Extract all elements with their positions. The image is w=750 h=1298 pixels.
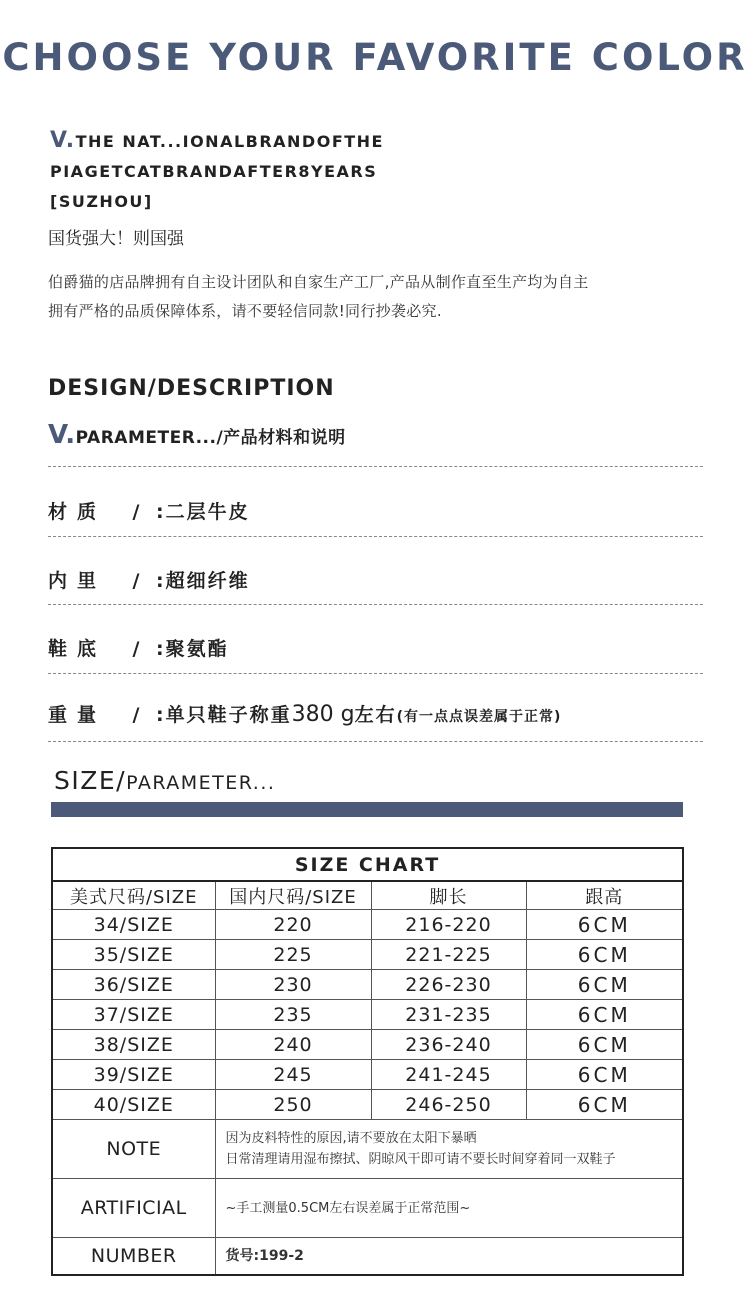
cell-us-size: 37/SIZE (52, 1000, 215, 1030)
intro-line-2: 拥有严格的品质保障体系，请不要轻信同款!同行抄袭必究. (48, 302, 442, 320)
cell-heel-height: 6CM (526, 1000, 683, 1030)
cell-foot-length: 221-225 (371, 940, 526, 970)
slogan: 国货强大！则国强 (48, 229, 184, 249)
divider (48, 466, 703, 467)
cell-foot-length: 236-240 (371, 1030, 526, 1060)
cell-heel-height: 6CM (526, 1060, 683, 1090)
size-chart-table (51, 847, 684, 1276)
size-heading-small: PARAMETER... (126, 772, 276, 794)
size-chart-header-row (52, 881, 683, 910)
divider (48, 673, 703, 674)
spec-slash: / (132, 638, 142, 660)
header-heel-height: 跟高 (526, 881, 683, 910)
cell-heel-height: 6CM (526, 1030, 683, 1060)
accent-bar (51, 802, 683, 817)
spec-value: :超细纤维 (156, 570, 250, 592)
spec-lining (48, 566, 250, 593)
number-row (52, 1238, 683, 1276)
cell-cn-size: 240 (215, 1030, 371, 1060)
cell-cn-size: 230 (215, 970, 371, 1000)
cell-us-size: 40/SIZE (52, 1090, 215, 1120)
design-title: DESIGN/DESCRIPTION (48, 376, 335, 401)
number-label: NUMBER (52, 1238, 215, 1276)
spec-slash: / (132, 501, 142, 523)
spec-weight-note: (有一点点误差属于正常) (396, 709, 562, 725)
table-row (52, 1000, 683, 1030)
cell-foot-length: 226-230 (371, 970, 526, 1000)
cell-foot-length: 241-245 (371, 1060, 526, 1090)
intro-paragraph (48, 268, 708, 326)
note-line-1: 因为皮料特性的原因,请不要放在太阳下暴晒 (225, 1131, 477, 1146)
spec-label: 鞋底 (48, 638, 107, 660)
note-text (215, 1120, 683, 1179)
brand-line-1: THE NAT...IONALBRANDOFTHE (75, 132, 384, 151)
brand-v-mark: V. (50, 128, 76, 153)
table-row (52, 970, 683, 1000)
brand-statement (50, 126, 384, 217)
spec-slash: / (132, 570, 142, 592)
cell-foot-length: 231-235 (371, 1000, 526, 1030)
note-line-2: 日常清理请用湿布擦拭、阴晾风干即可请不要长时间穿着同一双鞋子 (225, 1152, 616, 1167)
cell-heel-height: 6CM (526, 910, 683, 940)
brand-line-3: [SUZHOU] (50, 192, 153, 211)
parameter-v-mark: V. (48, 420, 76, 450)
table-row (52, 1030, 683, 1060)
cell-cn-size: 245 (215, 1060, 371, 1090)
spec-weight-number: 380 g (291, 702, 355, 727)
cell-us-size: 36/SIZE (52, 970, 215, 1000)
cell-cn-size: 250 (215, 1090, 371, 1120)
header-foot-length: 脚长 (371, 881, 526, 910)
cell-us-size: 38/SIZE (52, 1030, 215, 1060)
spec-sole (48, 634, 229, 661)
table-row (52, 1090, 683, 1120)
spec-value: :聚氨酯 (156, 638, 229, 660)
divider (48, 536, 703, 537)
cell-cn-size: 225 (215, 940, 371, 970)
cell-heel-height: 6CM (526, 940, 683, 970)
spec-label: 重量 (48, 704, 107, 726)
spec-value: :单只鞋子称重 (156, 704, 292, 726)
intro-line-1: 伯爵猫的店品牌拥有自主设计团队和自家生产工厂,产品从制作直至生产均为自主 (48, 273, 589, 291)
artificial-label: ARTIFICIAL (52, 1179, 215, 1238)
table-row (52, 940, 683, 970)
header-cn-size: 国内尺码/SIZE (215, 881, 371, 910)
note-row (52, 1120, 683, 1179)
parameter-heading (48, 420, 346, 450)
cell-heel-height: 6CM (526, 970, 683, 1000)
size-chart-title: SIZE CHART (52, 848, 683, 881)
cell-us-size: 39/SIZE (52, 1060, 215, 1090)
divider (48, 604, 703, 605)
spec-slash: / (132, 704, 142, 726)
parameter-text: PARAMETER.../产品材料和说明 (75, 428, 346, 448)
spec-value: :二层牛皮 (156, 501, 250, 523)
spec-material (48, 497, 250, 524)
spec-value-suffix: 左右 (354, 704, 397, 726)
cell-us-size: 34/SIZE (52, 910, 215, 940)
cell-foot-length: 216-220 (371, 910, 526, 940)
spec-label: 材质 (48, 501, 107, 523)
number-text: 货号:199-2 (215, 1238, 683, 1276)
note-label: NOTE (52, 1120, 215, 1179)
header-us-size: 美式尺码/SIZE (52, 881, 215, 910)
divider (48, 741, 703, 742)
table-row (52, 910, 683, 940)
hero-title: CHOOSE YOUR FAVORITE COLOR (2, 36, 748, 79)
spec-label: 内里 (48, 570, 107, 592)
artificial-text: ~手工测量0.5CM左右误差属于正常范围~ (215, 1179, 683, 1238)
artificial-row (52, 1179, 683, 1238)
cell-heel-height: 6CM (526, 1090, 683, 1120)
cell-foot-length: 246-250 (371, 1090, 526, 1120)
spec-weight (48, 700, 561, 727)
cell-cn-size: 235 (215, 1000, 371, 1030)
size-heading-big: SIZE/ (54, 766, 127, 795)
table-row (52, 1060, 683, 1090)
brand-line-2: PIAGETCATBRANDAFTER8YEARS (50, 162, 378, 181)
cell-us-size: 35/SIZE (52, 940, 215, 970)
size-parameter-heading (54, 766, 275, 795)
cell-cn-size: 220 (215, 910, 371, 940)
